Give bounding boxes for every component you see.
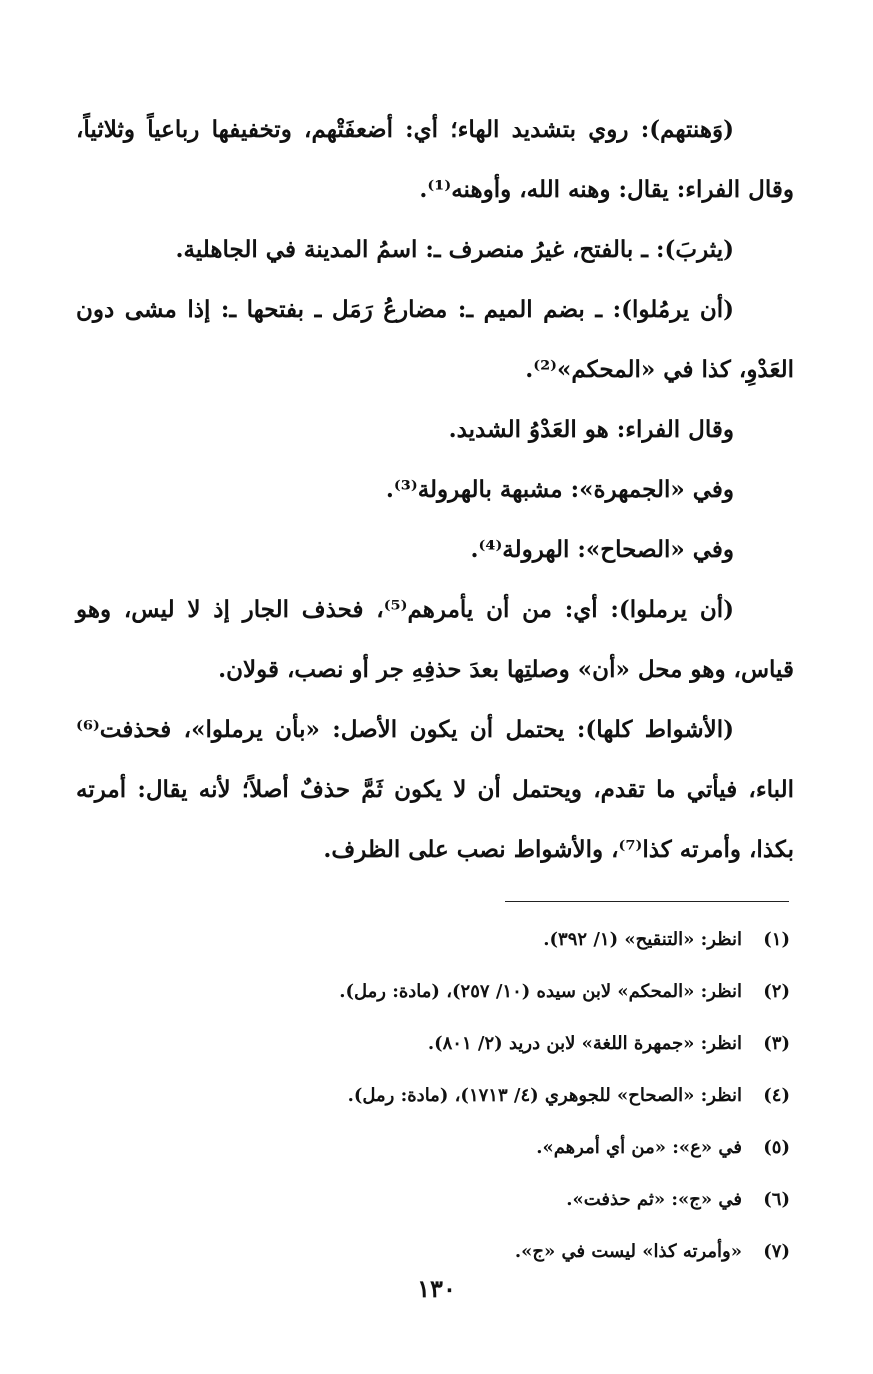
footnotes	[200, 914, 790, 1278]
paragraph-ashwat: (الأشواط كلها): يحتمل أن يكون الأصل: «بأن يرملوا»، فحذفت⁽⁶⁾ الباء، فيأتي ما تقدم، ويحتمل أن لا يكون ثَمَّ حذفٌ أصلاً؛ لأنه يقال: أمرته بكذا، وأمرته كذا⁽⁷⁾، والأشواط نصب على الظرف.	[76, 716, 794, 863]
footnote-text: انظر: «المحكم» لابن سيده (١٠/ ٢٥٧)، (مادة: رمل).	[339, 981, 742, 1002]
footnote	[200, 1174, 790, 1226]
footnote	[200, 1018, 790, 1070]
paragraph-an-yarmulu: (أن يرملوا): أي: من أن يأمرهم⁽⁵⁾، فحذف الجار إذ لا ليس، وهو قياس، وهو محل «أن» وصلتِها بعدَ حذفِهِ جر أو نصب، قولان.	[76, 596, 794, 683]
footnote-text: في «ع»: «من أي أمرهم».	[536, 1137, 742, 1158]
footnote-number: (٢)	[763, 981, 790, 1002]
footnote-number: (١)	[763, 929, 790, 950]
footnote-text: انظر: «جمهرة اللغة» لابن دريد (٢/ ٨٠١).	[427, 1033, 742, 1054]
paragraph-yathrib: (يثربَ): ـ بالفتح، غيرُ منصرف ـ: اسمُ المدينة في الجاهلية.	[175, 236, 734, 263]
paragraph-sihah: وفي «الصحاح»: الهرولة⁽⁴⁾.	[470, 536, 734, 563]
footnote-number: (٧)	[763, 1241, 790, 1262]
page-number: ١٣٠	[417, 1274, 456, 1303]
footnote-number: (٦)	[763, 1189, 790, 1210]
footnote-number: (٣)	[763, 1033, 790, 1054]
footnote	[200, 1070, 790, 1122]
footnote-text: انظر: «الصحاح» للجوهري (٤/ ١٧١٣)، (مادة: رمل).	[347, 1085, 742, 1106]
paragraph-farra: وقال الفراء: هو العَدْوُ الشديد.	[448, 416, 734, 443]
paragraph-yarmulu: (أن يرمُلوا): ـ بضم الميم ـ: مضارعُ رَمَل ـ بفتحها ـ: إذا مشى دون العَدْوِ، كذا في «المحكم»⁽²⁾.	[76, 296, 794, 383]
footnote-number: (٥)	[763, 1137, 790, 1158]
footnote	[200, 1226, 790, 1278]
main-text	[76, 100, 794, 880]
footnote	[200, 914, 790, 966]
paragraph-jamhara: وفي «الجمهرة»: مشبهة بالهرولة⁽³⁾.	[385, 476, 734, 503]
footnote-separator	[505, 901, 789, 902]
footnote	[200, 1122, 790, 1174]
footnote-text: في «ج»: «ثم حذفت».	[566, 1189, 742, 1210]
footnote-number: (٤)	[763, 1085, 790, 1106]
footnote-text: «وأمرته كذا» ليست في «ج».	[514, 1241, 742, 1262]
paragraph-wahantuhum: (وَهنتهم): روي بتشديد الهاء؛ أي: أضعفَتْهم، وتخفيفها رباعياً وثلاثياً، وقال الفراء: يقال: وهنه الله، وأوهنه⁽¹⁾.	[76, 116, 794, 203]
footnote-text: انظر: «التنقيح» (١/ ٣٩٢).	[543, 929, 742, 950]
footnote	[200, 966, 790, 1018]
